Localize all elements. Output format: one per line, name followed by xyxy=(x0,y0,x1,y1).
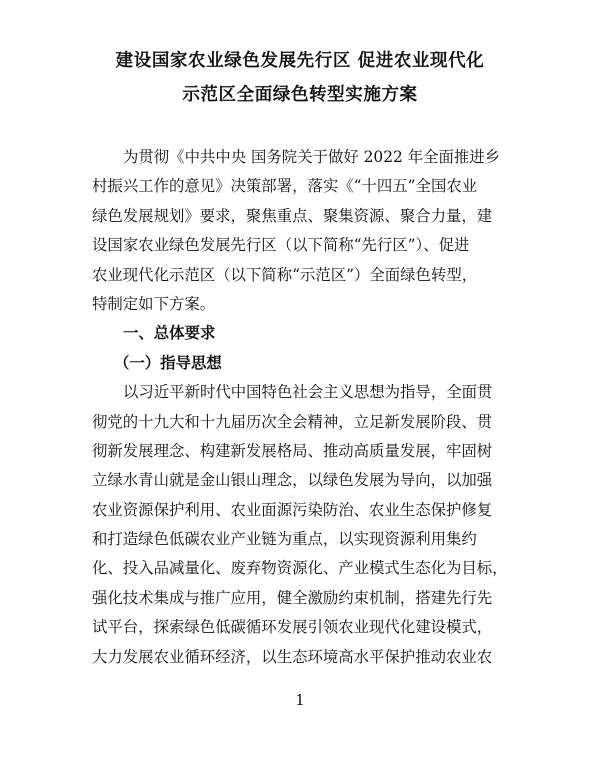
intro-line-1: 为贯彻《中共中央 国务院关于做好 2022 年全面推进乡 xyxy=(123,148,501,166)
body-line-8: 强化技术集成与推广应用，健全激励约束机制，搭建先行先 xyxy=(92,588,493,607)
section-heading: 一、总体要求 xyxy=(123,324,216,343)
title-line-1: 建设国家农业绿色发展先行区 促进农业现代化 xyxy=(115,51,485,71)
body-line-2: 彻党的十九大和十九届历次全会精神，立足新发展阶段、贯 xyxy=(92,412,493,431)
body-line-5: 农业资源保护利用、农业面源污染防治、农业生态保护修复 xyxy=(92,500,493,519)
body-line-4: 立绿水青山就是金山银山理念，以绿色发展为导向，以加强 xyxy=(92,471,493,490)
title-line-2: 示范区全面绿色转型实施方案 xyxy=(182,85,418,105)
document-title xyxy=(0,44,600,112)
page-number: 1 xyxy=(295,691,305,709)
intro-line-2: 村振兴工作的意见》决策部署，落实《“十四五”全国农业 xyxy=(92,177,478,196)
body-line-7: 化、投入品减量化、废弃物资源化、产业模式生态化为目标， xyxy=(92,559,508,578)
body-line-10: 大力发展农业循环经济，以生态环境高水平保护推动农业农 xyxy=(92,647,493,666)
body-line-3: 彻新发展理念、构建新发展格局、推动高质量发展，牢固树 xyxy=(92,441,493,460)
intro-line-4: 设国家农业绿色发展先行区（以下简称“先行区”）、促进 xyxy=(92,236,470,255)
document-body xyxy=(92,143,522,672)
intro-line-3: 绿色发展规划》要求，聚焦重点、聚集资源、聚合力量，建 xyxy=(92,206,493,225)
body-line-6: 和打造绿色低碳农业产业链为重点，以实现资源利用集约 xyxy=(92,530,477,549)
subsection-heading: （一）指导思想 xyxy=(114,353,222,372)
intro-line-5: 农业现代化示范区（以下简称“示范区”）全面绿色转型， xyxy=(92,265,478,284)
body-line-1: 以习近平新时代中国特色社会主义思想为指导，全面贯 xyxy=(123,383,493,402)
intro-line-6: 特制定如下方案。 xyxy=(92,294,216,313)
body-line-9: 试平台，探索绿色低碳循环发展引领农业现代化建设模式， xyxy=(92,618,493,637)
